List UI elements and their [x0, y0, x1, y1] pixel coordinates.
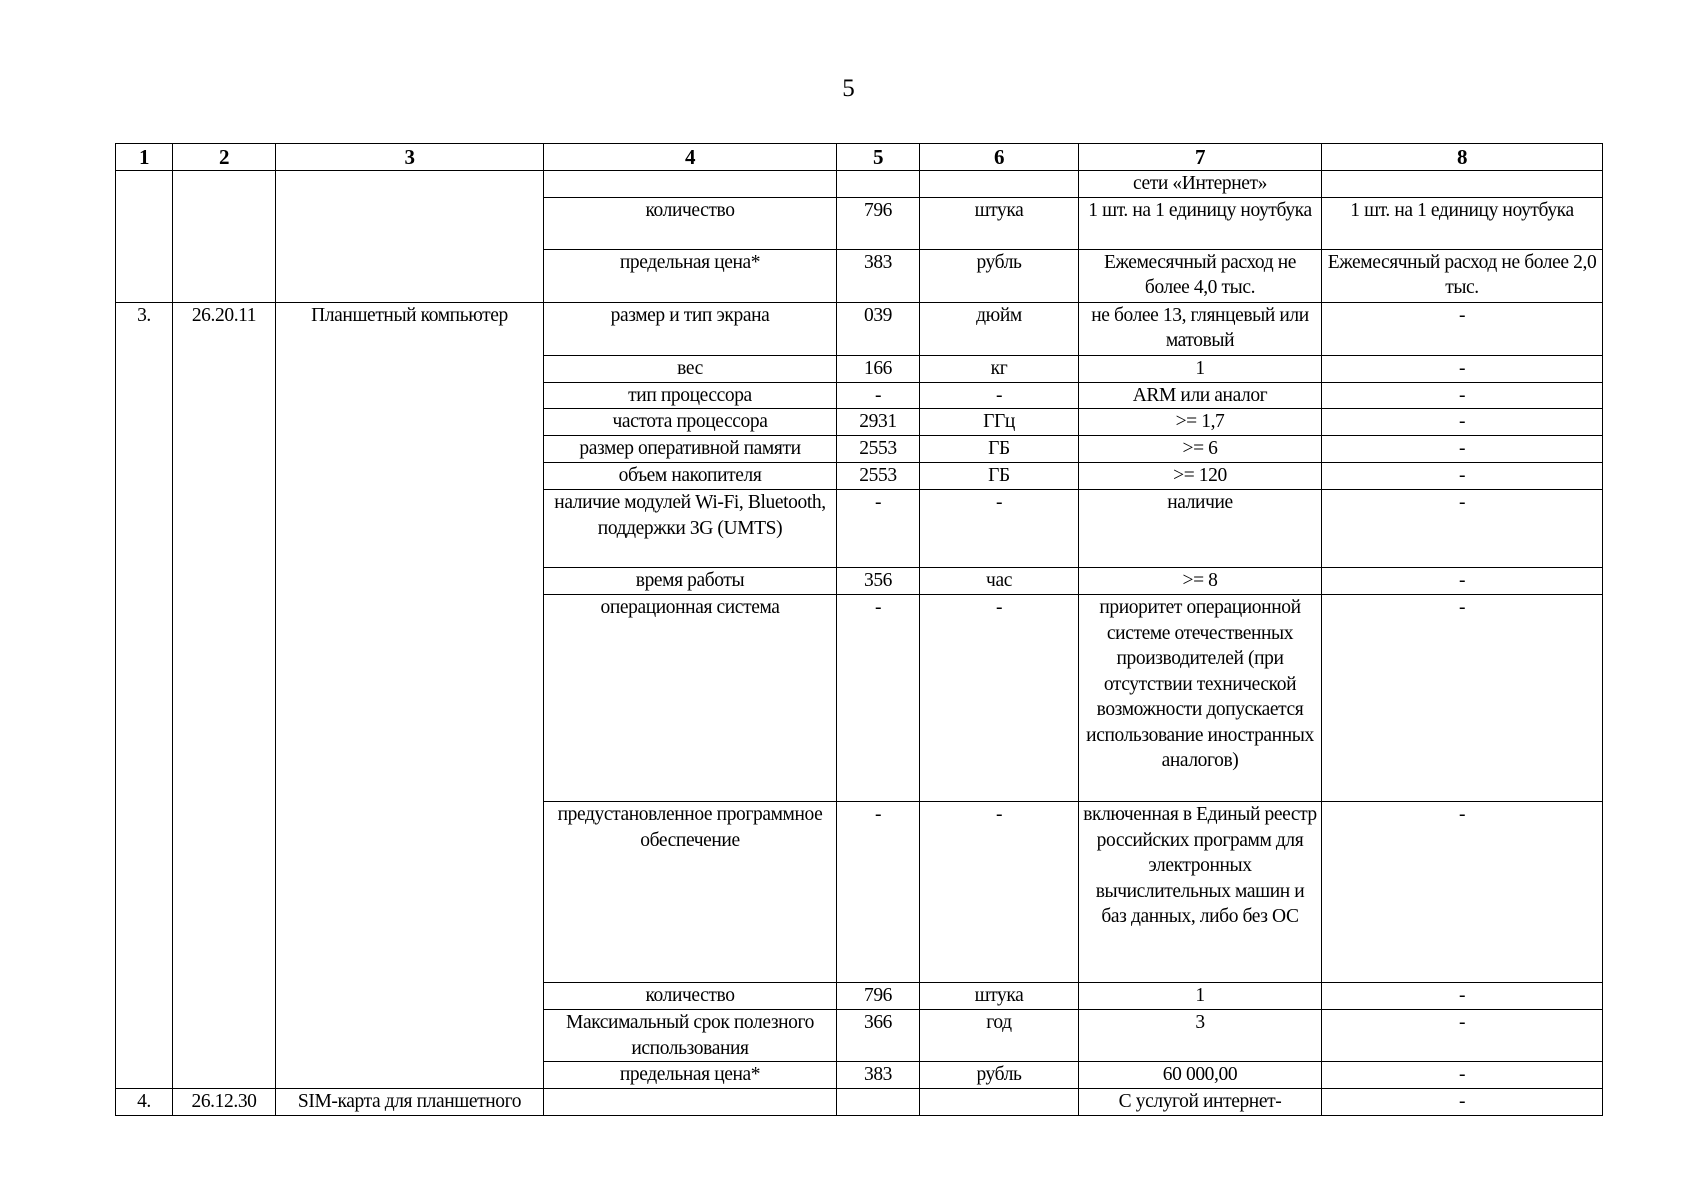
unit-cell — [920, 171, 1079, 198]
value-cell: >= 6 — [1079, 436, 1322, 463]
characteristic-cell: размер и тип экрана — [544, 302, 837, 355]
item-code-cell: 26.20.11 — [173, 302, 276, 1089]
value-cell: 1 шт. на 1 единицу ноутбука — [1079, 197, 1322, 249]
unit-cell: рубль — [920, 249, 1079, 302]
okei-code-cell: - — [837, 802, 920, 983]
value-cell: >= 8 — [1079, 568, 1322, 595]
item-name-cell: Планшетный компьютер — [276, 302, 544, 1089]
item-name-cell — [276, 171, 544, 198]
characteristic-cell: объем накопителя — [544, 463, 837, 490]
item-code-cell — [173, 249, 276, 302]
characteristic-cell: частота процессора — [544, 409, 837, 436]
okei-code-cell: 2553 — [837, 463, 920, 490]
characteristic-cell: количество — [544, 197, 837, 249]
value-alt-cell: - — [1322, 463, 1603, 490]
okei-code-cell: - — [837, 382, 920, 409]
header-cell: 8 — [1322, 144, 1603, 171]
unit-cell: - — [920, 595, 1079, 802]
item-number-cell — [116, 249, 173, 302]
okei-code-cell: 2553 — [837, 436, 920, 463]
value-alt-cell: - — [1322, 802, 1603, 983]
value-alt-cell: 1 шт. на 1 единицу ноутбука — [1322, 197, 1603, 249]
table-row — [116, 249, 1603, 302]
characteristic-cell — [544, 171, 837, 198]
item-code-cell — [173, 171, 276, 198]
value-cell: >= 1,7 — [1079, 409, 1322, 436]
okei-code-cell: - — [837, 490, 920, 568]
header-cell: 4 — [544, 144, 837, 171]
okei-code-cell: 366 — [837, 1010, 920, 1062]
characteristic-cell: тип процессора — [544, 382, 837, 409]
unit-cell: штука — [920, 197, 1079, 249]
unit-cell: - — [920, 802, 1079, 983]
value-cell: не более 13, глянцевый или матовый — [1079, 302, 1322, 355]
okei-code-cell — [837, 171, 920, 198]
okei-code-cell: 796 — [837, 983, 920, 1010]
item-name-cell — [276, 197, 544, 249]
item-number-cell: 4. — [116, 1089, 173, 1116]
okei-code-cell: 356 — [837, 568, 920, 595]
value-alt-cell: - — [1322, 1010, 1603, 1062]
item-number-cell — [116, 171, 173, 198]
characteristic-cell: Максимальный срок полезного использования — [544, 1010, 837, 1062]
characteristic-cell: размер оперативной памяти — [544, 436, 837, 463]
characteristic-cell: вес — [544, 355, 837, 382]
unit-cell: рубль — [920, 1062, 1079, 1089]
value-alt-cell — [1322, 171, 1603, 198]
value-alt-cell: - — [1322, 355, 1603, 382]
value-alt-cell: - — [1322, 1089, 1603, 1116]
value-alt-cell: - — [1322, 595, 1603, 802]
unit-cell — [920, 1089, 1079, 1116]
value-alt-cell: - — [1322, 568, 1603, 595]
table-row — [116, 302, 1603, 355]
header-cell: 6 — [920, 144, 1079, 171]
header-row — [116, 144, 1603, 171]
value-cell: 1 — [1079, 355, 1322, 382]
item-name-cell — [276, 249, 544, 302]
value-cell: 60 000,00 — [1079, 1062, 1322, 1089]
value-alt-cell: Ежемесячный расход не более 2,0 тыс. — [1322, 249, 1603, 302]
value-alt-cell: - — [1322, 382, 1603, 409]
characteristic-cell: время работы — [544, 568, 837, 595]
okei-code-cell: - — [837, 595, 920, 802]
unit-cell: ГГц — [920, 409, 1079, 436]
value-alt-cell: - — [1322, 302, 1603, 355]
value-cell: приоритет операционной системе отечественных производителей (при отсутствии технической возможности допускается использование иностранных аналогов) — [1079, 595, 1322, 802]
header-cell: 7 — [1079, 144, 1322, 171]
characteristic-cell: количество — [544, 983, 837, 1010]
value-alt-cell: - — [1322, 1062, 1603, 1089]
specification-table — [115, 143, 1603, 1116]
unit-cell: - — [920, 382, 1079, 409]
unit-cell: ГБ — [920, 436, 1079, 463]
value-cell: включенная в Единый реестр российских программ для электронных вычислительных машин и баз данных, либо без ОС — [1079, 802, 1322, 983]
okei-code-cell: 383 — [837, 249, 920, 302]
page-number: 5 — [842, 75, 855, 102]
value-cell: Ежемесячный расход не более 4,0 тыс. — [1079, 249, 1322, 302]
characteristic-cell: предельная цена* — [544, 249, 837, 302]
value-cell: С услугой интернет- — [1079, 1089, 1322, 1116]
value-cell: сети «Интернет» — [1079, 171, 1322, 198]
table-row — [116, 197, 1603, 249]
value-cell: 3 — [1079, 1010, 1322, 1062]
item-number-cell: 3. — [116, 302, 173, 1089]
unit-cell: - — [920, 490, 1079, 568]
value-alt-cell: - — [1322, 409, 1603, 436]
unit-cell: дюйм — [920, 302, 1079, 355]
item-code-cell — [173, 197, 276, 249]
item-code-cell: 26.12.30 — [173, 1089, 276, 1116]
okei-code-cell: 796 — [837, 197, 920, 249]
header-cell: 1 — [116, 144, 173, 171]
okei-code-cell: 2931 — [837, 409, 920, 436]
unit-cell: час — [920, 568, 1079, 595]
okei-code-cell: 383 — [837, 1062, 920, 1089]
value-alt-cell: - — [1322, 436, 1603, 463]
characteristic-cell: наличие модулей Wi-Fi, Bluetooth, поддержки 3G (UMTS) — [544, 490, 837, 568]
okei-code-cell: 166 — [837, 355, 920, 382]
item-number-cell — [116, 197, 173, 249]
value-cell: 1 — [1079, 983, 1322, 1010]
characteristic-cell: предустановленное программное обеспечение — [544, 802, 837, 983]
unit-cell: штука — [920, 983, 1079, 1010]
table-row — [116, 1089, 1603, 1116]
value-alt-cell: - — [1322, 490, 1603, 568]
unit-cell: год — [920, 1010, 1079, 1062]
item-name-cell: SIM-карта для планшетного — [276, 1089, 544, 1116]
table-row — [116, 171, 1603, 198]
value-alt-cell: - — [1322, 983, 1603, 1010]
value-cell: >= 120 — [1079, 463, 1322, 490]
characteristic-cell — [544, 1089, 837, 1116]
header-cell: 2 — [173, 144, 276, 171]
characteristic-cell: предельная цена* — [544, 1062, 837, 1089]
characteristic-cell: операционная система — [544, 595, 837, 802]
value-cell: наличие — [1079, 490, 1322, 568]
unit-cell: кг — [920, 355, 1079, 382]
value-cell: ARM или аналог — [1079, 382, 1322, 409]
header-cell: 3 — [276, 144, 544, 171]
header-cell: 5 — [837, 144, 920, 171]
okei-code-cell — [837, 1089, 920, 1116]
okei-code-cell: 039 — [837, 302, 920, 355]
unit-cell: ГБ — [920, 463, 1079, 490]
